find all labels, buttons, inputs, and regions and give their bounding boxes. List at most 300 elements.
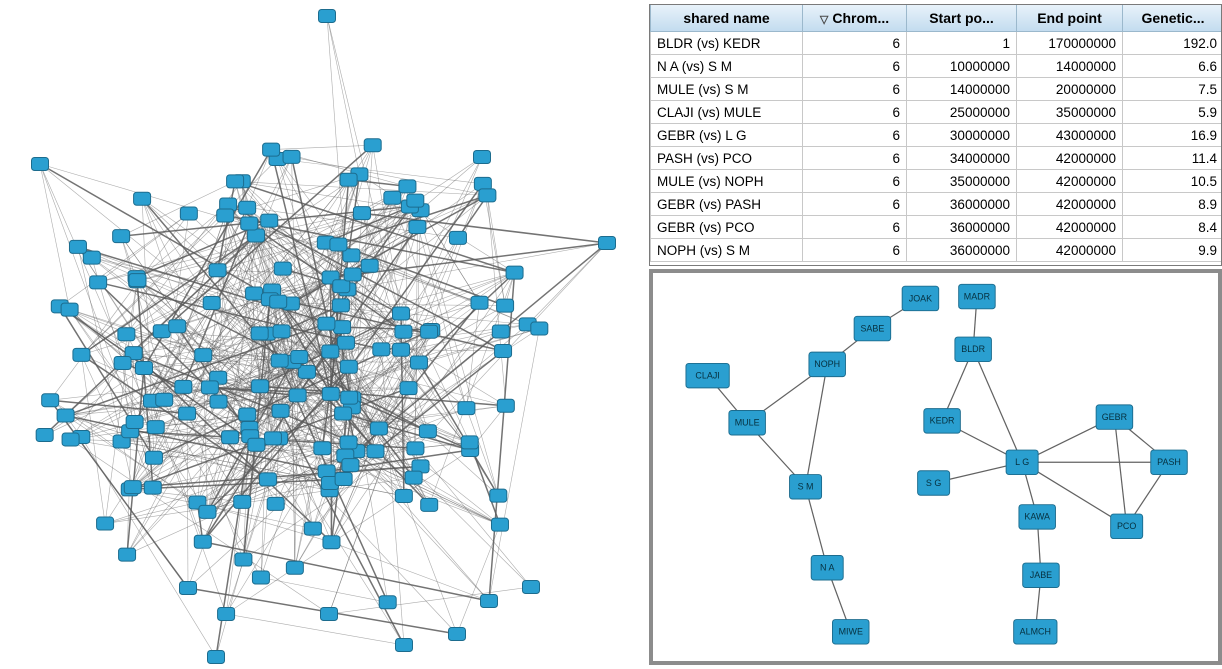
- network-node[interactable]: [267, 497, 284, 510]
- network-node[interactable]: [490, 489, 507, 502]
- cell-shared-name[interactable]: MULE (vs) NOPH: [651, 170, 803, 193]
- node-shape[interactable]: [124, 481, 141, 494]
- node-shape[interactable]: [156, 393, 173, 406]
- network-node[interactable]: [270, 295, 287, 308]
- network-node[interactable]: [342, 459, 359, 472]
- node-shape[interactable]: [239, 408, 256, 421]
- cell-genetic[interactable]: 9.9: [1123, 239, 1222, 262]
- network-node[interactable]: [353, 207, 370, 220]
- cell-chrom[interactable]: 6: [803, 239, 907, 262]
- network-node[interactable]: [36, 429, 53, 442]
- network-node[interactable]: [248, 229, 265, 242]
- network-node[interactable]: [361, 259, 378, 272]
- network-node[interactable]: [180, 207, 197, 220]
- cell-chrom[interactable]: 6: [803, 147, 907, 170]
- network-node[interactable]: [318, 317, 335, 330]
- network-node[interactable]: [599, 237, 616, 250]
- network-node[interactable]: [222, 431, 239, 444]
- network-node[interactable]: [263, 143, 280, 156]
- node-shape[interactable]: [490, 489, 507, 502]
- table-row[interactable]: [651, 193, 1222, 216]
- network-node[interactable]: [199, 505, 216, 518]
- network-node[interactable]: [421, 325, 438, 338]
- node-shape[interactable]: [334, 321, 351, 334]
- node-shape[interactable]: [322, 387, 339, 400]
- node-shape[interactable]: [395, 325, 412, 338]
- genetic-distance-table[interactable]: [650, 5, 1222, 262]
- node-shape[interactable]: [263, 143, 280, 156]
- network-node[interactable]: [153, 325, 170, 338]
- network-node[interactable]: [373, 343, 390, 356]
- network-node[interactable]: [318, 465, 335, 478]
- column-header-genetic[interactable]: [1123, 5, 1222, 32]
- network-node[interactable]: [61, 303, 78, 316]
- cell-end-point[interactable]: 42000000: [1017, 170, 1123, 193]
- node-shape[interactable]: [129, 274, 146, 287]
- network-node[interactable]: [113, 230, 130, 243]
- network-node[interactable]: [924, 409, 961, 433]
- network-node[interactable]: [261, 214, 278, 227]
- network-node[interactable]: [364, 139, 381, 152]
- network-node[interactable]: [321, 608, 338, 621]
- network-node[interactable]: [396, 639, 413, 652]
- node-shape[interactable]: [344, 268, 361, 281]
- subnetwork-canvas[interactable]: [653, 273, 1218, 661]
- network-node[interactable]: [235, 553, 252, 566]
- network-node[interactable]: [959, 284, 996, 308]
- network-node[interactable]: [195, 349, 212, 362]
- node-shape[interactable]: [323, 536, 340, 549]
- network-node[interactable]: [147, 421, 164, 434]
- cell-chrom[interactable]: 6: [803, 170, 907, 193]
- node-shape[interactable]: [407, 194, 424, 207]
- cell-chrom[interactable]: 6: [803, 216, 907, 239]
- node-shape[interactable]: [314, 442, 331, 455]
- node-shape[interactable]: [497, 399, 514, 412]
- node-shape[interactable]: [340, 173, 357, 186]
- cell-start-point[interactable]: 1: [907, 32, 1017, 55]
- network-node[interactable]: [832, 620, 869, 644]
- node-shape[interactable]: [134, 192, 151, 205]
- node-shape[interactable]: [419, 425, 436, 438]
- cell-end-point[interactable]: 42000000: [1017, 216, 1123, 239]
- cell-end-point[interactable]: 42000000: [1017, 147, 1123, 170]
- network-node[interactable]: [42, 394, 59, 407]
- node-shape[interactable]: [239, 201, 256, 214]
- node-shape[interactable]: [384, 191, 401, 204]
- cell-end-point[interactable]: 170000000: [1017, 32, 1123, 55]
- cell-start-point[interactable]: 36000000: [907, 193, 1017, 216]
- network-node[interactable]: [322, 345, 339, 358]
- network-node[interactable]: [421, 498, 438, 511]
- node-shape[interactable]: [42, 394, 59, 407]
- network-node[interactable]: [144, 481, 161, 494]
- cell-chrom[interactable]: 6: [803, 101, 907, 124]
- network-node[interactable]: [419, 425, 436, 438]
- filtered-subnetwork-panel[interactable]: [649, 269, 1222, 665]
- network-node[interactable]: [194, 535, 211, 548]
- network-node[interactable]: [283, 150, 300, 163]
- network-node[interactable]: [239, 201, 256, 214]
- network-node[interactable]: [274, 262, 291, 275]
- node-shape[interactable]: [495, 344, 512, 357]
- cell-chrom[interactable]: 6: [803, 55, 907, 78]
- node-shape[interactable]: [393, 343, 410, 356]
- cell-genetic[interactable]: 192.0: [1123, 32, 1222, 55]
- network-node[interactable]: [395, 325, 412, 338]
- cell-genetic[interactable]: 10.5: [1123, 170, 1222, 193]
- node-shape[interactable]: [218, 607, 235, 620]
- network-node[interactable]: [259, 473, 276, 486]
- network-node[interactable]: [145, 451, 162, 464]
- network-node[interactable]: [252, 571, 269, 584]
- node-shape[interactable]: [272, 404, 289, 417]
- network-node[interactable]: [234, 495, 251, 508]
- node-shape[interactable]: [147, 421, 164, 434]
- node-shape[interactable]: [274, 262, 291, 275]
- network-node[interactable]: [124, 481, 141, 494]
- network-node[interactable]: [175, 380, 192, 393]
- cell-chrom[interactable]: 6: [803, 124, 907, 147]
- network-node[interactable]: [531, 322, 548, 335]
- node-shape[interactable]: [267, 497, 284, 510]
- node-shape[interactable]: [342, 459, 359, 472]
- network-node[interactable]: [367, 445, 384, 458]
- network-node[interactable]: [272, 404, 289, 417]
- network-node[interactable]: [497, 299, 514, 312]
- cell-start-point[interactable]: 30000000: [907, 124, 1017, 147]
- node-shape[interactable]: [400, 382, 417, 395]
- network-node[interactable]: [217, 209, 234, 222]
- network-node[interactable]: [218, 607, 235, 620]
- network-node[interactable]: [407, 442, 424, 455]
- network-node[interactable]: [811, 556, 843, 580]
- network-node[interactable]: [322, 387, 339, 400]
- network-node[interactable]: [69, 240, 86, 253]
- network-node[interactable]: [395, 489, 412, 502]
- node-shape[interactable]: [208, 651, 225, 664]
- network-node[interactable]: [1014, 620, 1057, 644]
- cell-shared-name[interactable]: MULE (vs) S M: [651, 78, 803, 101]
- node-shape[interactable]: [57, 409, 74, 422]
- network-node[interactable]: [340, 173, 357, 186]
- network-node[interactable]: [379, 596, 396, 609]
- network-node[interactable]: [251, 327, 268, 340]
- network-node[interactable]: [134, 192, 151, 205]
- node-shape[interactable]: [304, 522, 321, 535]
- network-node[interactable]: [409, 221, 426, 234]
- network-node[interactable]: [495, 344, 512, 357]
- network-node[interactable]: [239, 408, 256, 421]
- node-shape[interactable]: [322, 345, 339, 358]
- node-shape[interactable]: [321, 608, 338, 621]
- node-shape[interactable]: [364, 139, 381, 152]
- cell-genetic[interactable]: 8.4: [1123, 216, 1222, 239]
- node-shape[interactable]: [492, 325, 509, 338]
- table-row[interactable]: [651, 78, 1222, 101]
- cell-chrom[interactable]: 6: [803, 193, 907, 216]
- node-shape[interactable]: [341, 391, 358, 404]
- network-node[interactable]: [729, 411, 766, 435]
- node-shape[interactable]: [337, 336, 354, 349]
- network-node[interactable]: [337, 336, 354, 349]
- cell-end-point[interactable]: 35000000: [1017, 101, 1123, 124]
- network-node[interactable]: [169, 320, 186, 333]
- network-node[interactable]: [340, 436, 357, 449]
- node-shape[interactable]: [461, 436, 478, 449]
- network-node[interactable]: [203, 296, 220, 309]
- network-node[interactable]: [210, 395, 227, 408]
- node-shape[interactable]: [264, 432, 281, 445]
- node-shape[interactable]: [405, 471, 422, 484]
- cell-genetic[interactable]: 7.5: [1123, 78, 1222, 101]
- network-node[interactable]: [129, 274, 146, 287]
- table-row[interactable]: [651, 239, 1222, 262]
- filter-icon[interactable]: ▽: [819, 13, 829, 26]
- network-node[interactable]: [201, 381, 218, 394]
- node-shape[interactable]: [318, 465, 335, 478]
- cell-shared-name[interactable]: N A (vs) S M: [651, 55, 803, 78]
- node-shape[interactable]: [248, 229, 265, 242]
- network-node[interactable]: [319, 10, 336, 23]
- network-node[interactable]: [323, 536, 340, 549]
- node-shape[interactable]: [180, 207, 197, 220]
- node-shape[interactable]: [251, 327, 268, 340]
- network-node[interactable]: [333, 280, 350, 293]
- network-node[interactable]: [481, 595, 498, 608]
- node-shape[interactable]: [252, 380, 269, 393]
- network-node[interactable]: [62, 433, 79, 446]
- network-node[interactable]: [1023, 563, 1060, 587]
- table-row[interactable]: [651, 124, 1222, 147]
- node-shape[interactable]: [126, 416, 143, 429]
- cell-start-point[interactable]: 34000000: [907, 147, 1017, 170]
- node-shape[interactable]: [396, 639, 413, 652]
- network-node[interactable]: [918, 471, 950, 495]
- table-row[interactable]: [651, 55, 1222, 78]
- node-shape[interactable]: [479, 189, 496, 202]
- network-node[interactable]: [289, 389, 306, 402]
- node-shape[interactable]: [373, 343, 390, 356]
- node-shape[interactable]: [289, 389, 306, 402]
- network-node[interactable]: [208, 651, 225, 664]
- node-shape[interactable]: [144, 481, 161, 494]
- node-shape[interactable]: [291, 351, 308, 364]
- node-shape[interactable]: [353, 207, 370, 220]
- cell-shared-name[interactable]: PASH (vs) PCO: [651, 147, 803, 170]
- network-node[interactable]: [461, 436, 478, 449]
- network-node[interactable]: [854, 316, 891, 340]
- network-node[interactable]: [471, 296, 488, 309]
- network-node[interactable]: [126, 416, 143, 429]
- node-shape[interactable]: [458, 402, 475, 415]
- node-shape[interactable]: [330, 238, 347, 251]
- network-node[interactable]: [340, 360, 357, 373]
- node-shape[interactable]: [227, 175, 244, 188]
- node-shape[interactable]: [370, 422, 387, 435]
- node-shape[interactable]: [421, 325, 438, 338]
- cell-end-point[interactable]: 20000000: [1017, 78, 1123, 101]
- network-node[interactable]: [73, 348, 90, 361]
- node-shape[interactable]: [283, 150, 300, 163]
- network-node[interactable]: [180, 582, 197, 595]
- network-node[interactable]: [902, 286, 939, 310]
- network-node[interactable]: [90, 276, 107, 289]
- node-shape[interactable]: [222, 431, 239, 444]
- node-shape[interactable]: [340, 360, 357, 373]
- node-shape[interactable]: [471, 296, 488, 309]
- network-node[interactable]: [1019, 505, 1056, 529]
- node-shape[interactable]: [531, 322, 548, 335]
- cell-end-point[interactable]: 42000000: [1017, 193, 1123, 216]
- node-shape[interactable]: [319, 10, 336, 23]
- network-node[interactable]: [248, 438, 265, 451]
- node-shape[interactable]: [119, 548, 136, 561]
- node-shape[interactable]: [179, 407, 196, 420]
- node-shape[interactable]: [180, 582, 197, 595]
- cell-start-point[interactable]: 35000000: [907, 170, 1017, 193]
- node-shape[interactable]: [273, 325, 290, 338]
- network-node[interactable]: [686, 363, 729, 387]
- network-node[interactable]: [291, 351, 308, 364]
- network-node[interactable]: [264, 432, 281, 445]
- node-shape[interactable]: [194, 535, 211, 548]
- node-shape[interactable]: [332, 299, 349, 312]
- node-shape[interactable]: [203, 296, 220, 309]
- node-shape[interactable]: [271, 354, 288, 367]
- network-node[interactable]: [156, 393, 173, 406]
- cell-end-point[interactable]: 43000000: [1017, 124, 1123, 147]
- cell-genetic[interactable]: 16.9: [1123, 124, 1222, 147]
- network-node[interactable]: [179, 407, 196, 420]
- node-shape[interactable]: [62, 433, 79, 446]
- network-node[interactable]: [1151, 450, 1188, 474]
- network-node[interactable]: [491, 518, 508, 531]
- node-shape[interactable]: [246, 287, 263, 300]
- cell-start-point[interactable]: 10000000: [907, 55, 1017, 78]
- table-row[interactable]: [651, 147, 1222, 170]
- node-shape[interactable]: [335, 407, 352, 420]
- network-node[interactable]: [393, 307, 410, 320]
- node-shape[interactable]: [449, 628, 466, 641]
- column-header-chrom[interactable]: [803, 5, 907, 32]
- node-shape[interactable]: [69, 240, 86, 253]
- node-shape[interactable]: [497, 299, 514, 312]
- network-node[interactable]: [334, 321, 351, 334]
- node-shape[interactable]: [36, 429, 53, 442]
- node-shape[interactable]: [379, 596, 396, 609]
- network-node[interactable]: [332, 299, 349, 312]
- network-node[interactable]: [246, 287, 263, 300]
- node-shape[interactable]: [395, 489, 412, 502]
- network-node[interactable]: [1111, 514, 1143, 538]
- node-shape[interactable]: [235, 553, 252, 566]
- network-node[interactable]: [1006, 450, 1038, 474]
- network-node[interactable]: [955, 337, 992, 361]
- table-row[interactable]: [651, 32, 1222, 55]
- cell-shared-name[interactable]: GEBR (vs) PCO: [651, 216, 803, 239]
- network-node[interactable]: [344, 268, 361, 281]
- network-node[interactable]: [335, 407, 352, 420]
- node-shape[interactable]: [449, 231, 466, 244]
- cell-shared-name[interactable]: GEBR (vs) PASH: [651, 193, 803, 216]
- network-node[interactable]: [273, 325, 290, 338]
- node-shape[interactable]: [199, 505, 216, 518]
- network-node[interactable]: [370, 422, 387, 435]
- network-node[interactable]: [405, 471, 422, 484]
- cell-chrom[interactable]: 6: [803, 32, 907, 55]
- network-node[interactable]: [135, 361, 152, 374]
- network-node[interactable]: [118, 328, 135, 341]
- node-shape[interactable]: [261, 214, 278, 227]
- node-shape[interactable]: [113, 230, 130, 243]
- network-node[interactable]: [384, 191, 401, 204]
- node-shape[interactable]: [135, 361, 152, 374]
- cell-genetic[interactable]: 5.9: [1123, 101, 1222, 124]
- network-node[interactable]: [458, 402, 475, 415]
- table-row[interactable]: [651, 216, 1222, 239]
- network-node[interactable]: [400, 382, 417, 395]
- cell-start-point[interactable]: 25000000: [907, 101, 1017, 124]
- network-node[interactable]: [399, 180, 416, 193]
- node-shape[interactable]: [361, 259, 378, 272]
- node-shape[interactable]: [399, 180, 416, 193]
- network-node[interactable]: [335, 473, 352, 486]
- node-shape[interactable]: [118, 328, 135, 341]
- cell-shared-name[interactable]: GEBR (vs) L G: [651, 124, 803, 147]
- cell-end-point[interactable]: 42000000: [1017, 239, 1123, 262]
- column-header-shared-name[interactable]: [651, 5, 803, 32]
- cell-end-point[interactable]: 14000000: [1017, 55, 1123, 78]
- cell-shared-name[interactable]: BLDR (vs) KEDR: [651, 32, 803, 55]
- subnetwork-nodes[interactable]: [686, 284, 1187, 644]
- node-shape[interactable]: [491, 518, 508, 531]
- node-shape[interactable]: [252, 571, 269, 584]
- network-node[interactable]: [449, 231, 466, 244]
- node-shape[interactable]: [32, 158, 49, 171]
- node-shape[interactable]: [474, 151, 491, 164]
- node-shape[interactable]: [259, 473, 276, 486]
- cell-start-point[interactable]: 36000000: [907, 216, 1017, 239]
- node-shape[interactable]: [234, 495, 251, 508]
- node-shape[interactable]: [393, 307, 410, 320]
- node-shape[interactable]: [73, 348, 90, 361]
- node-shape[interactable]: [333, 280, 350, 293]
- network-node[interactable]: [497, 399, 514, 412]
- column-header-end-point[interactable]: [1017, 5, 1123, 32]
- cell-chrom[interactable]: 6: [803, 78, 907, 101]
- network-node[interactable]: [407, 194, 424, 207]
- node-shape[interactable]: [286, 561, 303, 574]
- node-shape[interactable]: [153, 325, 170, 338]
- network-node[interactable]: [97, 517, 114, 530]
- node-shape[interactable]: [367, 445, 384, 458]
- table-row[interactable]: [651, 101, 1222, 124]
- network-node[interactable]: [330, 238, 347, 251]
- node-shape[interactable]: [407, 442, 424, 455]
- network-node[interactable]: [410, 356, 427, 369]
- node-shape[interactable]: [599, 237, 616, 250]
- node-shape[interactable]: [270, 295, 287, 308]
- node-shape[interactable]: [241, 217, 258, 230]
- node-shape[interactable]: [523, 581, 540, 594]
- network-node[interactable]: [474, 151, 491, 164]
- node-shape[interactable]: [210, 395, 227, 408]
- network-node[interactable]: [492, 325, 509, 338]
- node-shape[interactable]: [209, 264, 226, 277]
- cell-genetic[interactable]: 8.9: [1123, 193, 1222, 216]
- network-node[interactable]: [809, 352, 846, 376]
